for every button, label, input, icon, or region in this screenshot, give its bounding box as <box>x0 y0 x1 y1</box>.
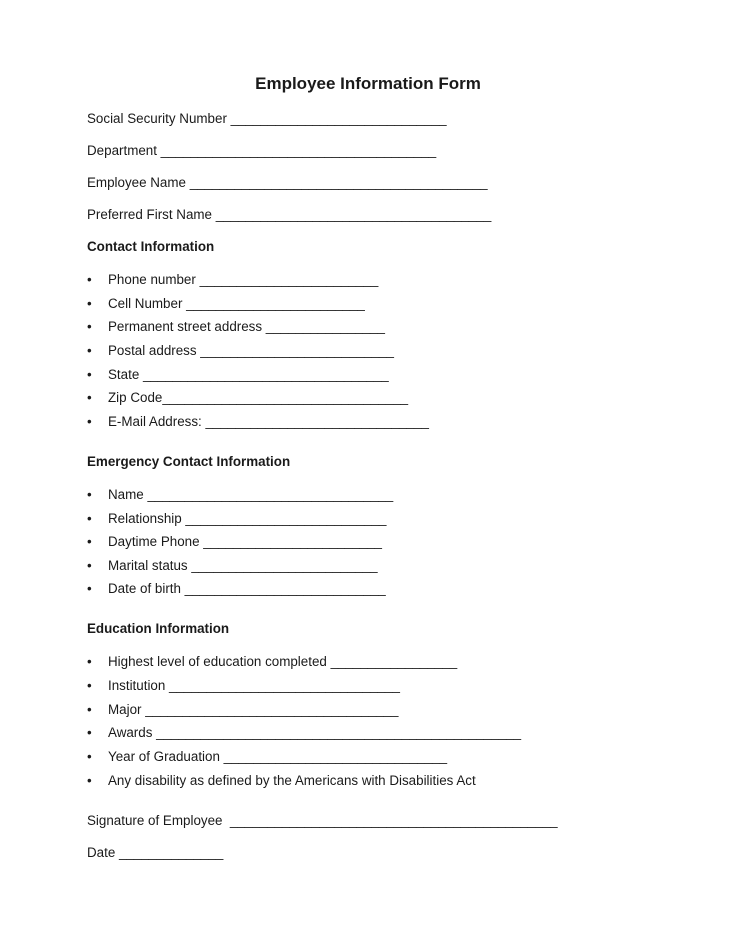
bullet-icon: • <box>87 272 92 287</box>
bullet-icon: • <box>87 343 92 358</box>
department-field[interactable]: Department _____________________________________ <box>87 143 437 158</box>
bullet-icon: • <box>87 773 92 788</box>
bullet-icon: • <box>87 511 92 526</box>
list-item-text: Date of birth ___________________________ <box>108 581 386 596</box>
bullet-icon: • <box>87 702 92 717</box>
list-item-text: Year of Graduation ______________________________ <box>108 749 448 764</box>
list-item-text: Zip Code_________________________________ <box>108 390 409 405</box>
bullet-icon: • <box>87 581 92 596</box>
list-item-text: Cell Number ________________________ <box>108 296 365 311</box>
education-information-heading: Education Information <box>87 621 230 636</box>
bullet-icon: • <box>87 749 92 764</box>
list-item-text: Any disability as defined by the Americans with Disabilities Act <box>108 773 476 788</box>
bullet-icon: • <box>87 534 92 549</box>
bullet-icon: • <box>87 319 92 334</box>
date-field[interactable]: Date ______________ <box>87 845 224 860</box>
bullet-icon: • <box>87 296 92 311</box>
contact-information-heading: Contact Information <box>87 239 215 254</box>
bullet-icon: • <box>87 390 92 405</box>
list-item-text: Marital status _________________________ <box>108 558 378 573</box>
list-item-text: Awards _________________________________________________ <box>108 725 522 740</box>
list-item-text: Permanent street address ________________ <box>108 319 385 334</box>
bullet-icon: • <box>87 558 92 573</box>
list-item-text: Institution _______________________________ <box>108 678 400 693</box>
employee-name-field[interactable]: Employee Name ________________________________________ <box>87 175 488 190</box>
bullet-icon: • <box>87 487 92 502</box>
list-item-text: Name _________________________________ <box>108 487 394 502</box>
list-item-text: Phone number ________________________ <box>108 272 379 287</box>
bullet-icon: • <box>87 654 92 669</box>
bullet-icon: • <box>87 678 92 693</box>
list-item-text: Highest level of education completed _________________ <box>108 654 458 669</box>
bullet-icon: • <box>87 725 92 740</box>
signature-field[interactable]: Signature of Employee ____________________________________________ <box>87 813 558 828</box>
ssn-field[interactable]: Social Security Number _____________________________ <box>87 111 447 126</box>
list-item-text: Postal address __________________________ <box>108 343 394 358</box>
bullet-icon: • <box>87 414 92 429</box>
preferred-first-name-field[interactable]: Preferred First Name _____________________________________ <box>87 207 492 222</box>
list-item-text: E-Mail Address: ______________________________ <box>108 414 429 429</box>
list-item-text: Relationship ___________________________ <box>108 511 387 526</box>
form-title: Employee Information Form <box>255 74 481 93</box>
emergency-contact-heading: Emergency Contact Information <box>87 454 291 469</box>
bullet-icon: • <box>87 367 92 382</box>
list-item-text: State _________________________________ <box>108 367 389 382</box>
list-item-text: Daytime Phone ________________________ <box>108 534 383 549</box>
list-item-text: Major __________________________________ <box>108 702 399 717</box>
